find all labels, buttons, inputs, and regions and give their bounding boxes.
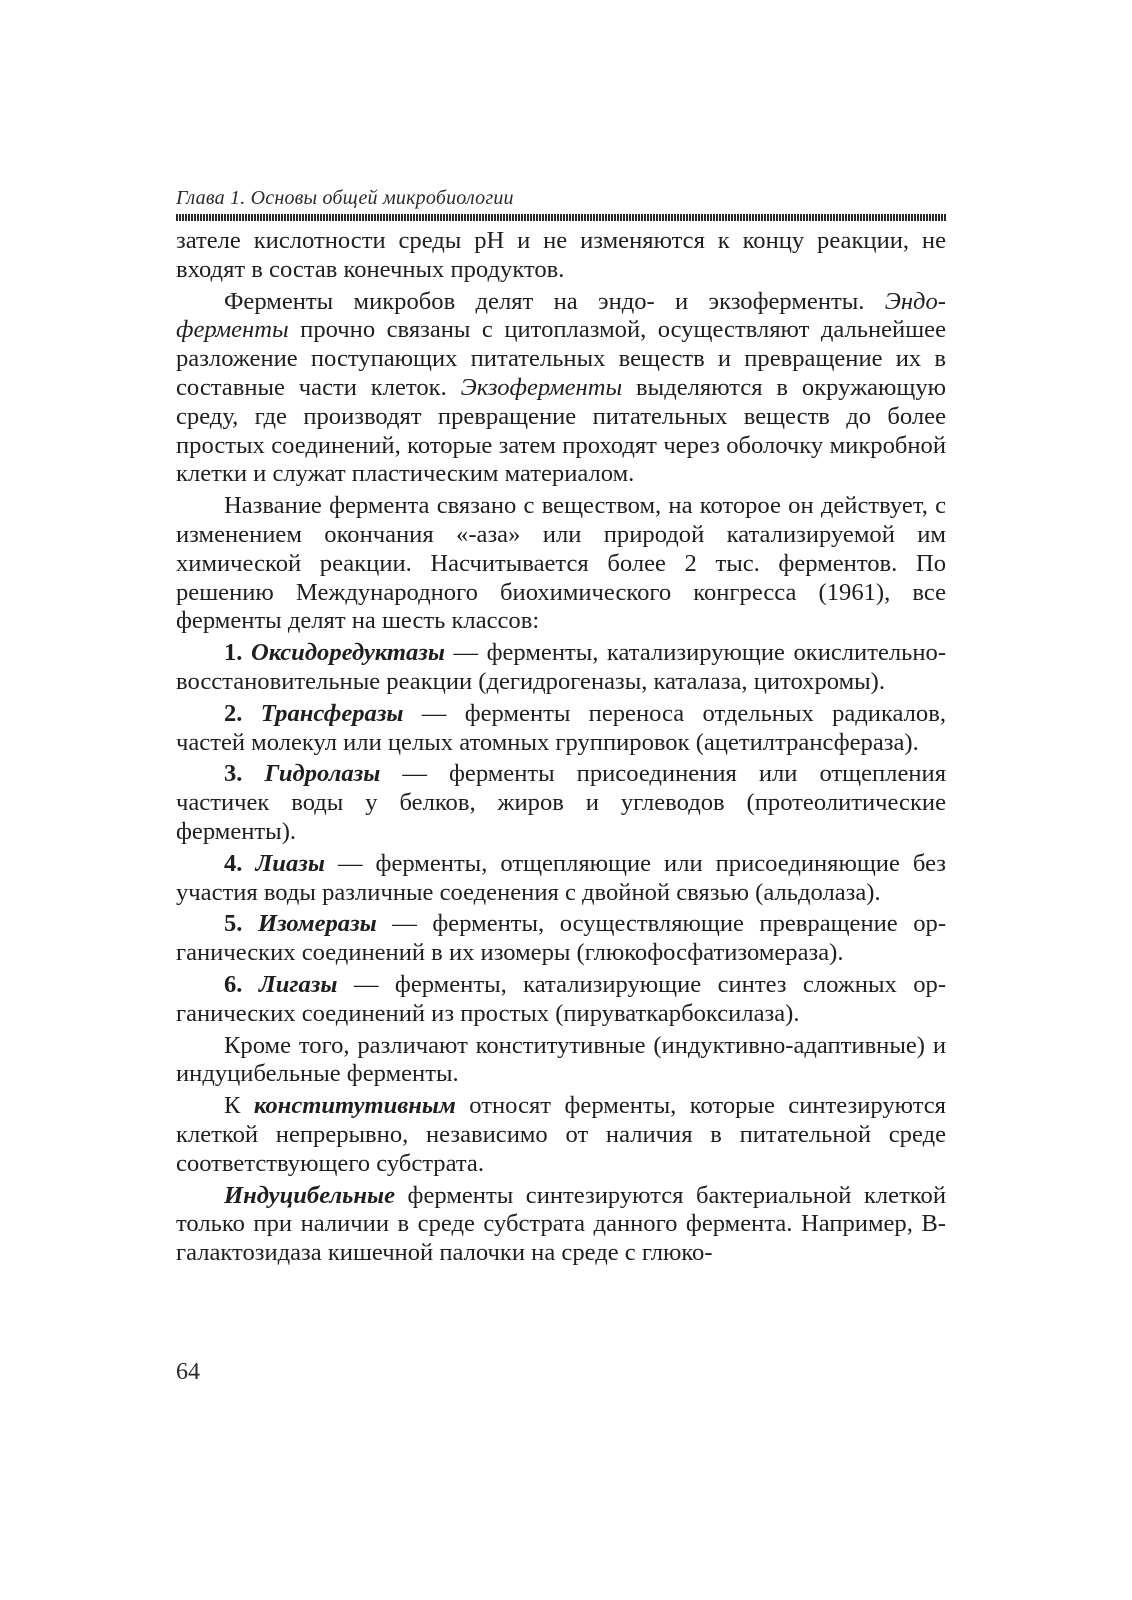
class-number: 5. — [224, 910, 258, 938]
class-number: 6. — [224, 970, 259, 998]
paragraph — [176, 700, 946, 758]
paragraph — [176, 971, 946, 1029]
text-run: выделяются в окружающую среду, где производят превращение питательных веществ до более простых соединений, которые затем проходят через оболочку микробной клетки и служат пластическим материалом. — [176, 373, 946, 488]
paragraph — [176, 492, 946, 636]
text-run: — ферменты, катализирующие окислительно-восстановительные реакции (дегидрогеназы, каталаза, цитохромы). — [176, 639, 947, 695]
paragraph — [176, 227, 946, 285]
text-run: К — [224, 1092, 254, 1120]
paragraph — [176, 1032, 946, 1090]
enzyme-class-term: Трансферазы — [260, 699, 404, 727]
text-run: — ферменты, катализирующие синтез сложных органических соединений из простых (пируваткарбоксилаза). — [176, 970, 947, 1027]
text-run: Название фермента связано с веществом, на которое он действует, с изменением окончания «-аза» или природой катализируемой им химической реакции. Насчитывается более 2 тыс. ферментов. По решению Международного биохимического конгресса (1961), все ферменты делят на шесть классов: — [176, 492, 946, 635]
text-run: — ферменты, осуществляющие превращение органических соединений в их изомеры (глюкофосфатизомераза). — [176, 910, 947, 967]
text-run: Кроме того, различают конститутивные (индуктивно-адаптивные) и индуцибельные ферменты. — [176, 1031, 946, 1088]
paragraph — [176, 850, 946, 908]
text-run: — ферменты присоединения или отщепления частичек воды у белков, жиров и углеводов (протеолитические ферменты). — [176, 760, 947, 845]
class-number: 1. — [224, 639, 251, 667]
paragraph — [176, 910, 946, 968]
paragraph — [176, 1092, 946, 1178]
text-run: — ферменты переноса отдельных радикалов, частей молекул или целых атомных группировок (ацетилтрансфераза). — [176, 699, 946, 756]
text-run: прочно связаны с цитоплазмой, осуществляют дальнейшее разложение поступающих питательных веществ и превращение их в составные части клеток. — [176, 316, 946, 401]
paragraph — [176, 1182, 946, 1268]
text-run: Ферменты микробов делят на эндо- и экзоферменты. — [224, 287, 885, 315]
italic-term: Экзоферменты — [460, 373, 623, 401]
body-text — [176, 227, 946, 1271]
enzyme-class-term: Изомеразы — [257, 910, 377, 938]
text-run: зателе кислотности среды pH и не изменяются к концу реакции, не входят в состав конечных продуктов. — [176, 227, 946, 283]
italic-term: Эндоферменты — [176, 287, 946, 344]
enzyme-class-term: Лигазы — [258, 970, 338, 998]
paragraph — [176, 288, 946, 490]
enzyme-class-term: Индуцибельные — [224, 1181, 396, 1209]
enzyme-class-term: конститутивным — [253, 1092, 456, 1120]
class-number: 3. — [224, 760, 265, 788]
class-number: 2. — [224, 699, 261, 727]
paragraph — [176, 760, 946, 846]
enzyme-class-term: Оксидоредуктазы — [250, 639, 445, 667]
page-number: 64 — [176, 1359, 200, 1385]
header-decorative-rule — [176, 214, 946, 221]
text-run: относят ферменты, которые синтезируются клеткой непрерывно, независимо от наличия в питательной среде соответствующего субстрата. — [176, 1092, 946, 1177]
paragraph — [176, 639, 946, 697]
running-head-title: Глава 1. Основы общей микробиологии — [176, 187, 514, 209]
text-run: — ферменты, отщепляющие или присоединяющие без участия воды различные соеденения с двойной связью (альдолаза). — [176, 849, 946, 906]
enzyme-class-term: Гидролазы — [264, 760, 381, 788]
enzyme-class-term: Лиазы — [255, 849, 325, 877]
text-run: ферменты синтезируются бактериальной клеткой только при наличии в среде субстрата данного фермента. Например, В-галактозидаза кишечной палочки на среде с глюко- — [176, 1181, 946, 1267]
class-number: 4. — [224, 849, 256, 877]
